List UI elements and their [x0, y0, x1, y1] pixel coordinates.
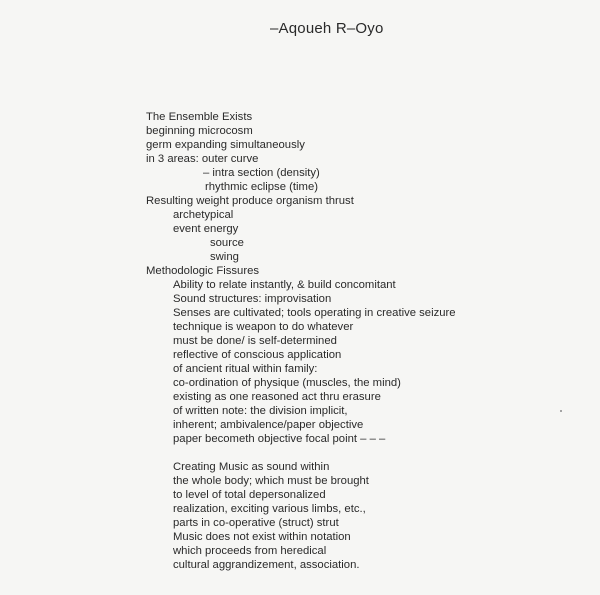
poem-line: which proceeds from heredical	[173, 545, 327, 557]
poem-line: cultural aggrandizement, association.	[173, 559, 360, 571]
poem-line: Ability to relate instantly, & build concomitant	[173, 279, 396, 291]
poem-line: source	[210, 237, 244, 249]
poem-line: must be done/ is self-determined	[173, 335, 337, 347]
poem-line: rhythmic eclipse (time)	[205, 181, 318, 193]
poem-line: beginning microcosm	[146, 125, 253, 137]
poem-line: germ expanding simultaneously	[146, 139, 305, 151]
poem-line: event energy	[173, 223, 239, 235]
page-title: –Aqoueh R–Oyo	[270, 20, 384, 37]
poem-line: of written note: the division implicit,	[173, 405, 348, 417]
poem-line: co-ordination of physique (muscles, the mind)	[173, 377, 401, 389]
poem-line: parts in co-operative (struct) strut	[173, 517, 339, 529]
poem-line: existing as one reasoned act thru erasure	[173, 391, 381, 403]
poem-line: Resulting weight produce organism thrust	[146, 195, 354, 207]
poem-line: archetypical	[173, 209, 234, 221]
poem-line: Methodologic Fissures	[146, 265, 260, 277]
poem-line: of ancient ritual within family:	[173, 363, 318, 375]
poem-line: swing	[210, 251, 239, 263]
paper-speck	[560, 410, 562, 412]
poem-line: reflective of conscious application	[173, 349, 342, 361]
poem-line: to level of total depersonalized	[173, 489, 326, 501]
poem-line: Sound structures: improvisation	[173, 293, 332, 305]
poem-line: realization, exciting various limbs, etc.,	[173, 503, 366, 515]
poem-line: technique is weapon to do whatever	[173, 321, 354, 333]
poem-line: in 3 areas: outer curve	[146, 153, 259, 165]
poem-line: Senses are cultivated; tools operating in creative seizure	[173, 307, 456, 319]
poem-line: paper becometh objective focal point – – –	[173, 433, 386, 445]
poem-line: – intra section (density)	[203, 167, 320, 179]
poem-line: The Ensemble Exists	[146, 111, 253, 123]
poem-line: Music does not exist within notation	[173, 531, 351, 543]
poem-line: inherent; ambivalence/paper objective	[173, 419, 364, 431]
poem-line: the whole body; which must be brought	[173, 475, 369, 487]
poem-line: Creating Music as sound within	[173, 461, 330, 473]
